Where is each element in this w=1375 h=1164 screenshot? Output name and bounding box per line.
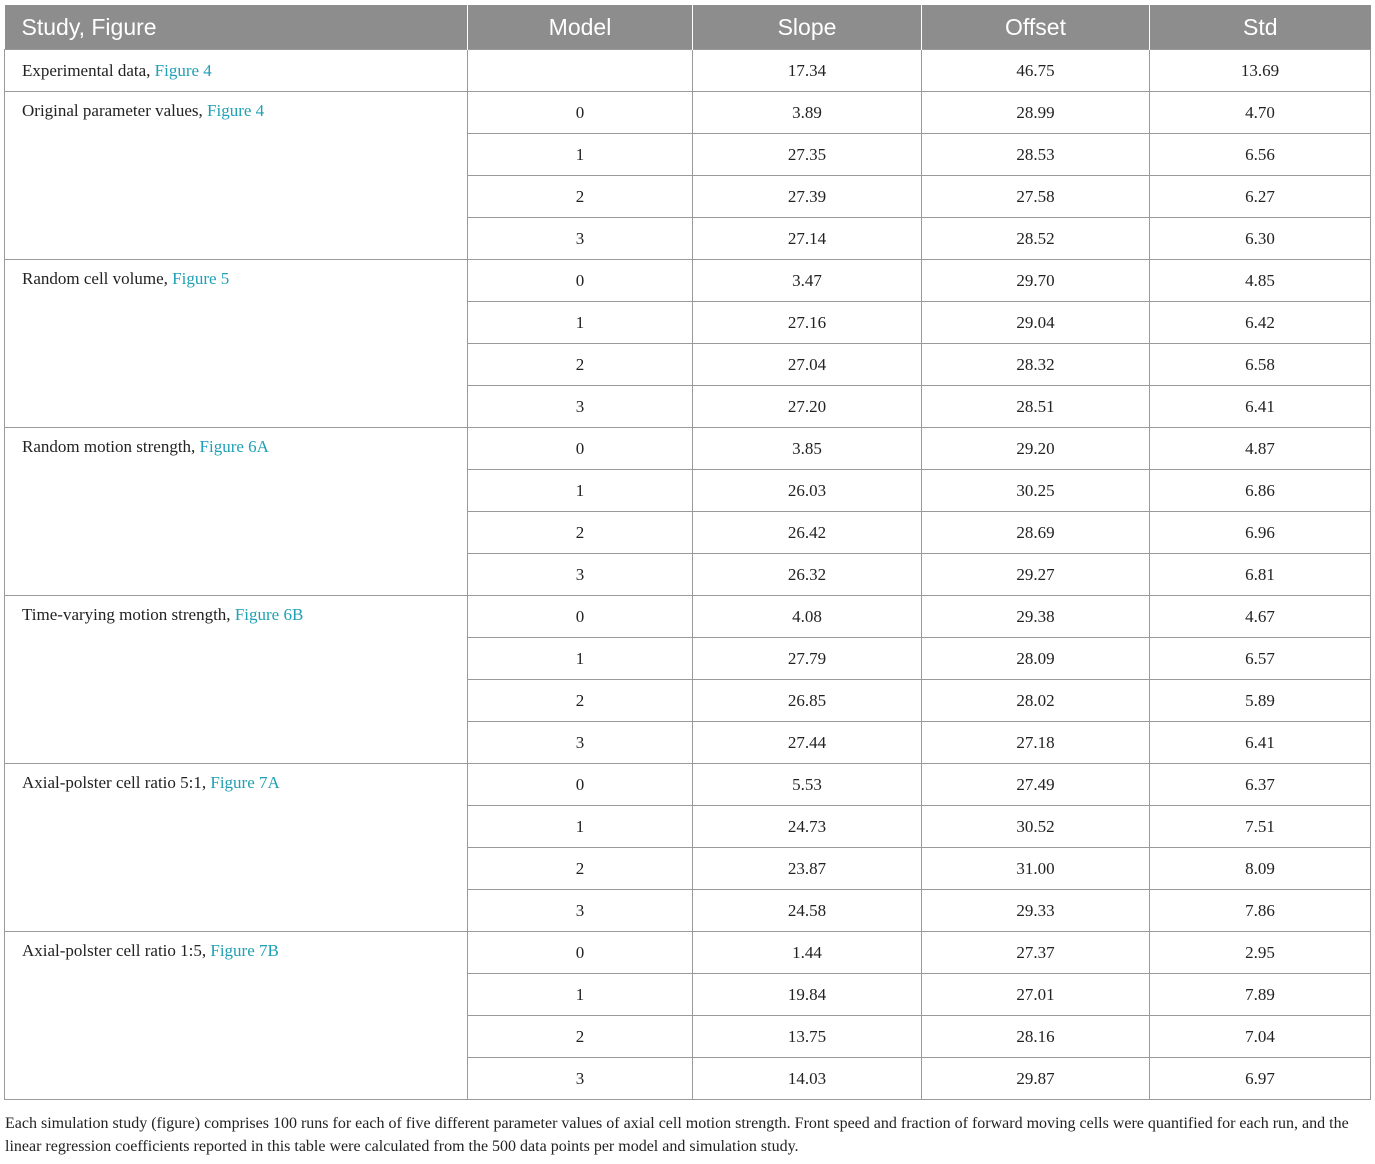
model-cell: 3 — [468, 722, 693, 764]
study-label: Random cell volume, — [22, 269, 173, 288]
model-cell — [468, 50, 693, 92]
offset-cell: 30.25 — [922, 470, 1150, 512]
std-cell: 6.30 — [1150, 218, 1371, 260]
std-cell: 6.58 — [1150, 344, 1371, 386]
std-cell: 6.57 — [1150, 638, 1371, 680]
std-cell: 6.41 — [1150, 386, 1371, 428]
model-cell: 0 — [468, 764, 693, 806]
offset-cell: 27.37 — [922, 932, 1150, 974]
offset-cell: 27.49 — [922, 764, 1150, 806]
study-cell — [5, 92, 468, 260]
slope-cell: 27.14 — [693, 218, 922, 260]
table-footnote: Each simulation study (figure) comprises 100 runs for each of five different parameter values of axial cell motion strength. Front speed and fraction of forward moving cells were quantified for each run, and the linear regression coefficients reported in this table were calculated from the 500 data points per model and simulation study. — [5, 1115, 1349, 1155]
header-offset: Offset — [922, 5, 1150, 50]
std-cell: 4.87 — [1150, 428, 1371, 470]
table-row — [5, 92, 1371, 134]
study-label: Axial-polster cell ratio 1:5, — [22, 941, 211, 960]
offset-cell: 29.04 — [922, 302, 1150, 344]
offset-cell: 28.69 — [922, 512, 1150, 554]
offset-cell: 28.52 — [922, 218, 1150, 260]
offset-cell: 27.18 — [922, 722, 1150, 764]
offset-cell: 28.99 — [922, 92, 1150, 134]
model-cell: 1 — [468, 974, 693, 1016]
table-header — [5, 5, 1371, 50]
study-cell — [5, 932, 468, 1100]
std-cell: 5.89 — [1150, 680, 1371, 722]
figure-link[interactable]: Figure 6A — [199, 437, 269, 456]
std-cell: 6.86 — [1150, 470, 1371, 512]
header-row — [5, 5, 1371, 50]
std-cell: 4.85 — [1150, 260, 1371, 302]
std-cell: 6.81 — [1150, 554, 1371, 596]
slope-cell: 3.85 — [693, 428, 922, 470]
model-cell: 3 — [468, 890, 693, 932]
table-row — [5, 764, 1371, 806]
slope-cell: 24.58 — [693, 890, 922, 932]
model-cell: 3 — [468, 554, 693, 596]
model-cell: 1 — [468, 806, 693, 848]
slope-cell: 3.47 — [693, 260, 922, 302]
study-label: Axial-polster cell ratio 5:1, — [22, 773, 211, 792]
header-study-figure: Study, Figure — [5, 5, 468, 50]
model-cell: 0 — [468, 428, 693, 470]
std-cell: 4.67 — [1150, 596, 1371, 638]
offset-cell: 28.09 — [922, 638, 1150, 680]
header-model: Model — [468, 5, 693, 50]
offset-cell: 27.58 — [922, 176, 1150, 218]
figure-link[interactable]: Figure 4 — [207, 101, 265, 120]
model-cell: 1 — [468, 302, 693, 344]
study-cell — [5, 764, 468, 932]
offset-cell: 27.01 — [922, 974, 1150, 1016]
slope-cell: 26.42 — [693, 512, 922, 554]
offset-cell: 29.33 — [922, 890, 1150, 932]
model-cell: 2 — [468, 512, 693, 554]
std-cell: 6.56 — [1150, 134, 1371, 176]
slope-cell: 27.20 — [693, 386, 922, 428]
model-cell: 1 — [468, 638, 693, 680]
results-table-container — [4, 5, 1370, 1100]
slope-cell: 13.75 — [693, 1016, 922, 1058]
std-cell: 6.97 — [1150, 1058, 1371, 1100]
study-label: Experimental data, — [22, 60, 155, 80]
model-cell: 0 — [468, 932, 693, 974]
model-cell: 3 — [468, 218, 693, 260]
figure-link[interactable]: Figure 5 — [172, 269, 230, 288]
model-cell: 2 — [468, 344, 693, 386]
offset-cell: 29.38 — [922, 596, 1150, 638]
std-cell: 7.04 — [1150, 1016, 1371, 1058]
header-slope: Slope — [693, 5, 922, 50]
slope-cell: 27.16 — [693, 302, 922, 344]
std-cell: 6.27 — [1150, 176, 1371, 218]
offset-cell: 46.75 — [922, 50, 1150, 92]
header-std: Std — [1150, 5, 1371, 50]
std-cell: 6.37 — [1150, 764, 1371, 806]
model-cell: 1 — [468, 470, 693, 512]
model-cell: 3 — [468, 386, 693, 428]
study-cell — [5, 50, 468, 92]
std-cell: 6.42 — [1150, 302, 1371, 344]
slope-cell: 24.73 — [693, 806, 922, 848]
model-cell: 0 — [468, 596, 693, 638]
slope-cell: 1.44 — [693, 932, 922, 974]
table-row-experimental — [5, 50, 1371, 92]
model-cell: 2 — [468, 1016, 693, 1058]
model-cell: 1 — [468, 134, 693, 176]
offset-cell: 31.00 — [922, 848, 1150, 890]
std-cell: 2.95 — [1150, 932, 1371, 974]
table-body — [5, 50, 1371, 1100]
offset-cell: 28.51 — [922, 386, 1150, 428]
slope-cell: 14.03 — [693, 1058, 922, 1100]
slope-cell: 26.03 — [693, 470, 922, 512]
table-row — [5, 260, 1371, 302]
slope-cell: 3.89 — [693, 92, 922, 134]
offset-cell: 28.32 — [922, 344, 1150, 386]
offset-cell: 29.20 — [922, 428, 1150, 470]
std-cell: 7.86 — [1150, 890, 1371, 932]
figure-link[interactable]: Figure 7B — [210, 941, 279, 960]
std-cell: 8.09 — [1150, 848, 1371, 890]
study-cell — [5, 596, 468, 764]
std-cell: 13.69 — [1150, 50, 1371, 92]
offset-cell: 28.53 — [922, 134, 1150, 176]
slope-cell: 27.39 — [693, 176, 922, 218]
slope-cell: 4.08 — [693, 596, 922, 638]
offset-cell: 28.16 — [922, 1016, 1150, 1058]
offset-cell: 29.27 — [922, 554, 1150, 596]
std-cell: 7.89 — [1150, 974, 1371, 1016]
study-label: Random motion strength, — [22, 437, 200, 456]
figure-link[interactable]: Figure 6B — [234, 605, 304, 624]
slope-cell: 17.34 — [693, 50, 922, 92]
figure-link[interactable]: Figure 7A — [210, 773, 280, 792]
regression-table — [4, 5, 1371, 1100]
std-cell: 6.96 — [1150, 512, 1371, 554]
offset-cell: 30.52 — [922, 806, 1150, 848]
table-row — [5, 932, 1371, 974]
std-cell: 6.41 — [1150, 722, 1371, 764]
study-cell — [5, 260, 468, 428]
slope-cell: 5.53 — [693, 764, 922, 806]
table-row — [5, 428, 1371, 470]
std-cell: 4.70 — [1150, 92, 1371, 134]
slope-cell: 27.35 — [693, 134, 922, 176]
offset-cell: 29.70 — [922, 260, 1150, 302]
model-cell: 2 — [468, 680, 693, 722]
model-cell: 2 — [468, 848, 693, 890]
slope-cell: 27.79 — [693, 638, 922, 680]
slope-cell: 27.44 — [693, 722, 922, 764]
model-cell: 0 — [468, 92, 693, 134]
study-cell — [5, 428, 468, 596]
slope-cell: 23.87 — [693, 848, 922, 890]
slope-cell: 19.84 — [693, 974, 922, 1016]
study-label: Original parameter values, — [22, 101, 208, 120]
slope-cell: 27.04 — [693, 344, 922, 386]
model-cell: 0 — [468, 260, 693, 302]
table-row — [5, 596, 1371, 638]
offset-cell: 28.02 — [922, 680, 1150, 722]
model-cell: 2 — [468, 176, 693, 218]
offset-cell: 29.87 — [922, 1058, 1150, 1100]
slope-cell: 26.85 — [693, 680, 922, 722]
study-label: Time-varying motion strength, — [22, 605, 235, 624]
figure-link[interactable]: Figure 4 — [154, 60, 212, 80]
model-cell: 3 — [468, 1058, 693, 1100]
slope-cell: 26.32 — [693, 554, 922, 596]
std-cell: 7.51 — [1150, 806, 1371, 848]
